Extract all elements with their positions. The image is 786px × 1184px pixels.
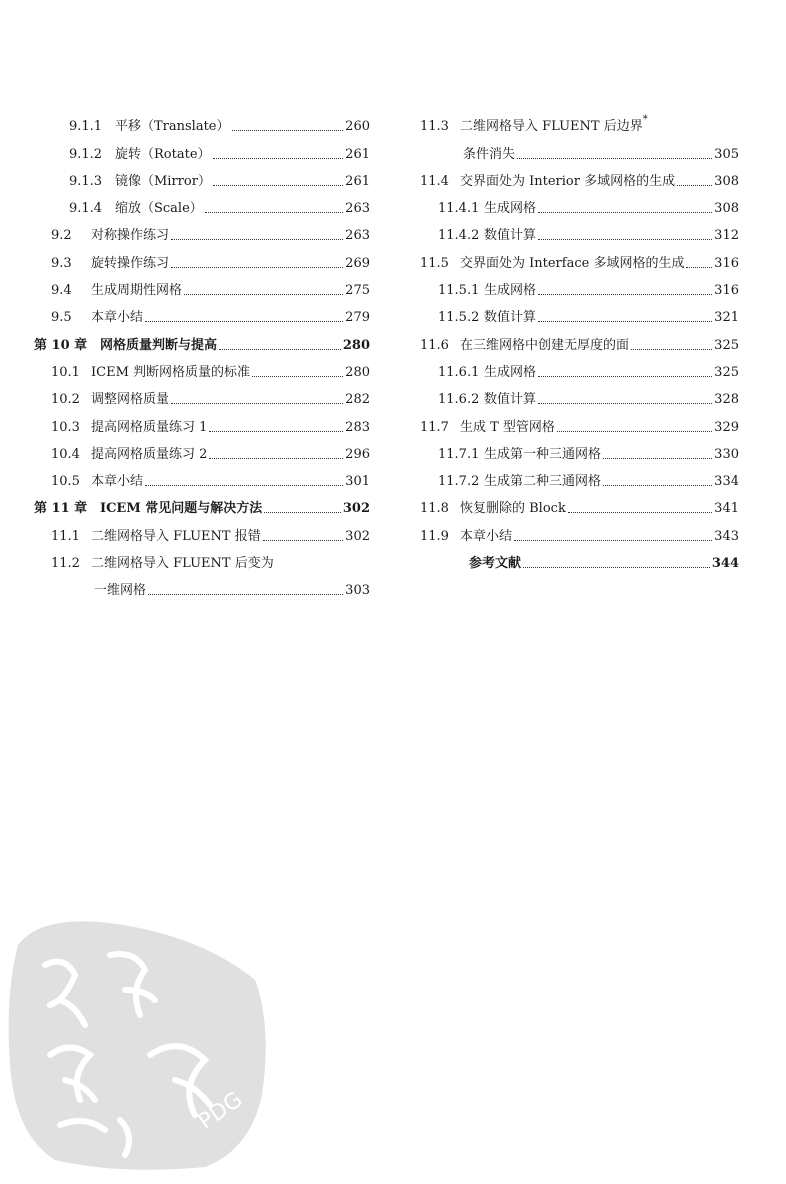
toc-entry-page: 343 bbox=[714, 528, 739, 544]
toc-entry-number: 11.8 bbox=[420, 501, 449, 517]
toc-entry bbox=[403, 325, 739, 352]
toc-leader-dots bbox=[538, 390, 712, 404]
toc-entry bbox=[34, 516, 370, 543]
toc-entry-number: 9.3 bbox=[51, 255, 72, 271]
toc-entry-number: 9.1.4 bbox=[69, 201, 103, 217]
toc-entry-number: 11.6.2 bbox=[438, 392, 480, 408]
toc-entry-title: 镜像（Mirror） bbox=[115, 173, 211, 189]
toc-entry-page: 328 bbox=[714, 392, 739, 408]
toc-entry-title: 数值计算 bbox=[484, 392, 537, 408]
toc-entry-title: 一维网格 bbox=[94, 583, 147, 599]
toc-entry-title: 提高网格质量练习 1 bbox=[91, 419, 208, 435]
toc-leader-dots bbox=[148, 581, 343, 595]
toc-entry-page: 321 bbox=[714, 310, 739, 326]
toc-entry-page: 275 bbox=[345, 283, 370, 299]
toc-leader-dots bbox=[184, 281, 343, 295]
toc-entry bbox=[403, 516, 739, 543]
toc-entry-number: 11.4 bbox=[420, 173, 449, 189]
toc-entry-title: 旋转（Rotate） bbox=[115, 146, 211, 162]
toc-leader-dots bbox=[145, 308, 343, 322]
toc-entry bbox=[34, 162, 370, 189]
toc-leader-dots bbox=[171, 226, 343, 240]
toc-entry-title: 生成网格 bbox=[484, 283, 537, 299]
toc-entry-number: 11.5.1 bbox=[438, 283, 480, 299]
toc-leader-dots bbox=[514, 527, 712, 541]
toc-entry-page: 341 bbox=[714, 501, 739, 517]
toc-entry-number: 11.3 bbox=[420, 119, 449, 135]
toc-entry bbox=[34, 107, 370, 134]
toc-entry bbox=[34, 271, 370, 298]
toc-entry-number: 11.4.2 bbox=[438, 228, 480, 244]
toc-entry bbox=[34, 489, 370, 516]
toc-leader-dots bbox=[252, 363, 343, 377]
toc-entry-number: 11.9 bbox=[420, 528, 449, 544]
toc-entry-page: 263 bbox=[345, 201, 370, 217]
toc-entry-page: 263 bbox=[345, 228, 370, 244]
toc-entry-title: 生成周期性网格 bbox=[91, 283, 183, 299]
toc-entry bbox=[34, 435, 370, 462]
toc-leader-dots bbox=[209, 418, 343, 432]
toc-entry bbox=[34, 380, 370, 407]
toc-entry-title: ICEM 常见问题与解决方法 bbox=[100, 501, 263, 517]
toc-entry-page: 325 bbox=[714, 364, 739, 380]
toc-entry-number: 9.4 bbox=[51, 283, 72, 299]
toc-entry-title: 平移（Translate） bbox=[115, 119, 230, 135]
toc-entry-number: 11.7 bbox=[420, 419, 449, 435]
toc-entry-page: 329 bbox=[714, 419, 739, 435]
library-seal-watermark bbox=[0, 905, 275, 1175]
toc-entry-page: 344 bbox=[711, 556, 739, 572]
toc-entry-title: 交界面处为 Interior 多域网格的生成 bbox=[460, 173, 676, 189]
toc-entry-page: 334 bbox=[714, 474, 739, 490]
toc-entry-number: 9.1.1 bbox=[69, 119, 103, 135]
toc-entry-number: 11.6 bbox=[420, 337, 449, 353]
toc-entry-page: 312 bbox=[714, 228, 739, 244]
toc-entry bbox=[34, 298, 370, 325]
toc-entry bbox=[403, 298, 739, 325]
toc-entry bbox=[403, 271, 739, 298]
toc-leader-dots bbox=[568, 499, 712, 513]
toc-entry-title: 旋转操作练习 bbox=[91, 255, 170, 271]
toc-entry-title: 对称操作练习 bbox=[91, 228, 170, 244]
toc-leader-dots bbox=[205, 199, 343, 213]
toc-entry-number: 10.5 bbox=[51, 474, 80, 490]
toc-entry-page: 308 bbox=[714, 201, 739, 217]
toc-entry-page: 303 bbox=[345, 583, 370, 599]
toc-entry-number: 第 11 章 bbox=[34, 501, 88, 517]
toc-entry-title: 调整网格质量 bbox=[91, 392, 170, 408]
toc-entry-page: 261 bbox=[345, 146, 370, 162]
toc-entry-title: 二维网格导入 FLUENT 后边界* bbox=[460, 114, 648, 135]
toc-entry-number: 10.3 bbox=[51, 419, 80, 435]
toc-entry bbox=[403, 189, 739, 216]
toc-entry-page: 330 bbox=[714, 446, 739, 462]
toc-entry bbox=[403, 243, 739, 270]
toc-entry-page: 316 bbox=[714, 255, 739, 271]
toc-entry bbox=[403, 489, 739, 516]
toc-leader-dots bbox=[171, 390, 343, 404]
toc-entry bbox=[34, 243, 370, 270]
toc-entry bbox=[34, 462, 370, 489]
toc-entry-number: 11.4.1 bbox=[438, 201, 480, 217]
toc-leader-dots bbox=[603, 472, 712, 486]
toc-entry-page: 301 bbox=[345, 474, 370, 490]
toc-entry-page: 305 bbox=[714, 146, 739, 162]
toc-entry bbox=[403, 216, 739, 243]
toc-entry-title: ICEM 判断网格质量的标准 bbox=[91, 364, 251, 380]
toc-entry bbox=[403, 107, 739, 134]
toc-entry bbox=[403, 544, 739, 571]
toc-leader-dots bbox=[209, 445, 343, 459]
toc-entry-page: 261 bbox=[345, 173, 370, 189]
toc-leader-dots bbox=[538, 363, 712, 377]
toc-entry-title: 参考文献 bbox=[469, 556, 522, 572]
toc-entry-page: 269 bbox=[345, 255, 370, 271]
toc-entry-title: 恢复删除的 Block bbox=[460, 501, 566, 517]
toc-leader-dots bbox=[145, 472, 343, 486]
toc-entry-title: 数值计算 bbox=[484, 310, 537, 326]
toc-entry-number: 9.5 bbox=[51, 310, 72, 326]
toc-right-column bbox=[403, 107, 739, 571]
toc-leader-dots bbox=[263, 527, 343, 541]
toc-entry-number: 11.5 bbox=[420, 255, 449, 271]
toc-entry bbox=[403, 353, 739, 380]
toc-entry-title: 生成网格 bbox=[484, 201, 537, 217]
toc-entry-number: 9.1.2 bbox=[69, 146, 103, 162]
toc-entry-page: 302 bbox=[342, 501, 370, 517]
toc-entry bbox=[34, 571, 370, 598]
toc-entry-title: 生成第一种三通网格 bbox=[484, 446, 602, 462]
toc-entry-number: 11.7.2 bbox=[438, 474, 480, 490]
toc-entry-title: 生成 T 型管网格 bbox=[460, 419, 555, 435]
toc-entry-number: 11.2 bbox=[51, 556, 80, 572]
toc-leader-dots bbox=[232, 117, 344, 131]
toc-entry bbox=[34, 353, 370, 380]
toc-entry-number: 11.6.1 bbox=[438, 364, 480, 380]
toc-entry bbox=[403, 134, 739, 161]
toc-leader-dots bbox=[557, 418, 712, 432]
toc-entry-title: 本章小结 bbox=[91, 474, 144, 490]
toc-entry-title: 生成网格 bbox=[484, 364, 537, 380]
toc-entry bbox=[34, 189, 370, 216]
toc-entry bbox=[403, 462, 739, 489]
toc-entry-page: 296 bbox=[345, 446, 370, 462]
toc-entry-title: 生成第二种三通网格 bbox=[484, 474, 602, 490]
toc-entry bbox=[34, 134, 370, 161]
toc-leader-dots bbox=[219, 336, 341, 350]
toc-leader-dots bbox=[603, 445, 712, 459]
toc-entry-page: 316 bbox=[714, 283, 739, 299]
toc-leader-dots bbox=[171, 254, 343, 268]
toc-entry bbox=[34, 544, 370, 571]
toc-entry-title: 交界面处为 Interface 多域网格的生成 bbox=[460, 255, 685, 271]
toc-leader-dots bbox=[538, 199, 712, 213]
toc-entry-title: 缩放（Scale） bbox=[115, 201, 203, 217]
toc-entry bbox=[403, 407, 739, 434]
toc-entry-page: 282 bbox=[345, 392, 370, 408]
toc-entry-number: 9.2 bbox=[51, 228, 72, 244]
toc-entry-title: 二维网格导入 FLUENT 报错 bbox=[91, 528, 261, 544]
toc-leader-dots bbox=[213, 145, 344, 159]
toc-entry-title: 二维网格导入 FLUENT 后变为 bbox=[91, 556, 274, 572]
toc-entry-page: 260 bbox=[345, 119, 370, 135]
toc-leader-dots bbox=[523, 554, 710, 568]
toc-leader-dots bbox=[686, 254, 712, 268]
toc-leader-dots bbox=[538, 281, 712, 295]
toc-entry bbox=[34, 407, 370, 434]
toc-leader-dots bbox=[538, 226, 712, 240]
toc-entry-page: 279 bbox=[345, 310, 370, 326]
toc-entry bbox=[403, 162, 739, 189]
toc-entry bbox=[403, 380, 739, 407]
toc-leader-dots bbox=[631, 336, 712, 350]
toc-leader-dots bbox=[517, 145, 712, 159]
toc-leader-dots bbox=[538, 308, 712, 322]
toc-entry-number: 11.5.2 bbox=[438, 310, 480, 326]
toc-entry-number: 第 10 章 bbox=[34, 337, 88, 353]
toc-entry bbox=[403, 435, 739, 462]
toc-entry-title: 本章小结 bbox=[460, 528, 513, 544]
toc-leader-dots bbox=[213, 172, 343, 186]
toc-left-column bbox=[34, 107, 370, 598]
toc-entry-title: 提高网格质量练习 2 bbox=[91, 446, 208, 462]
toc-entry-page: 280 bbox=[342, 337, 370, 353]
stamp-text: PDG bbox=[194, 1087, 248, 1135]
toc-entry-page: 325 bbox=[714, 337, 739, 353]
toc-entry-title: 数值计算 bbox=[484, 228, 537, 244]
toc-entry-title: 在三维网格中创建无厚度的面 bbox=[460, 337, 630, 353]
toc-leader-dots bbox=[264, 499, 341, 513]
toc-entry-number: 11.1 bbox=[51, 528, 80, 544]
toc-entry-title: 条件消失 bbox=[463, 146, 516, 162]
toc-entry-number: 10.1 bbox=[51, 364, 80, 380]
toc-entry-page: 280 bbox=[345, 364, 370, 380]
toc-entry-page: 302 bbox=[345, 528, 370, 544]
toc-leader-dots bbox=[677, 172, 712, 186]
toc-entry-number: 9.1.3 bbox=[69, 173, 103, 189]
toc-entry-page: 308 bbox=[714, 173, 739, 189]
toc-entry-title: 本章小结 bbox=[91, 310, 144, 326]
toc-entry-title: 网格质量判断与提高 bbox=[100, 337, 218, 353]
toc-entry bbox=[34, 325, 370, 352]
toc-entry-page: 283 bbox=[345, 419, 370, 435]
toc-entry-number: 10.2 bbox=[51, 392, 80, 408]
toc-entry-number: 10.4 bbox=[51, 446, 80, 462]
footnote-mark: * bbox=[642, 114, 648, 126]
toc-entry bbox=[34, 216, 370, 243]
toc-entry-number: 11.7.1 bbox=[438, 446, 480, 462]
